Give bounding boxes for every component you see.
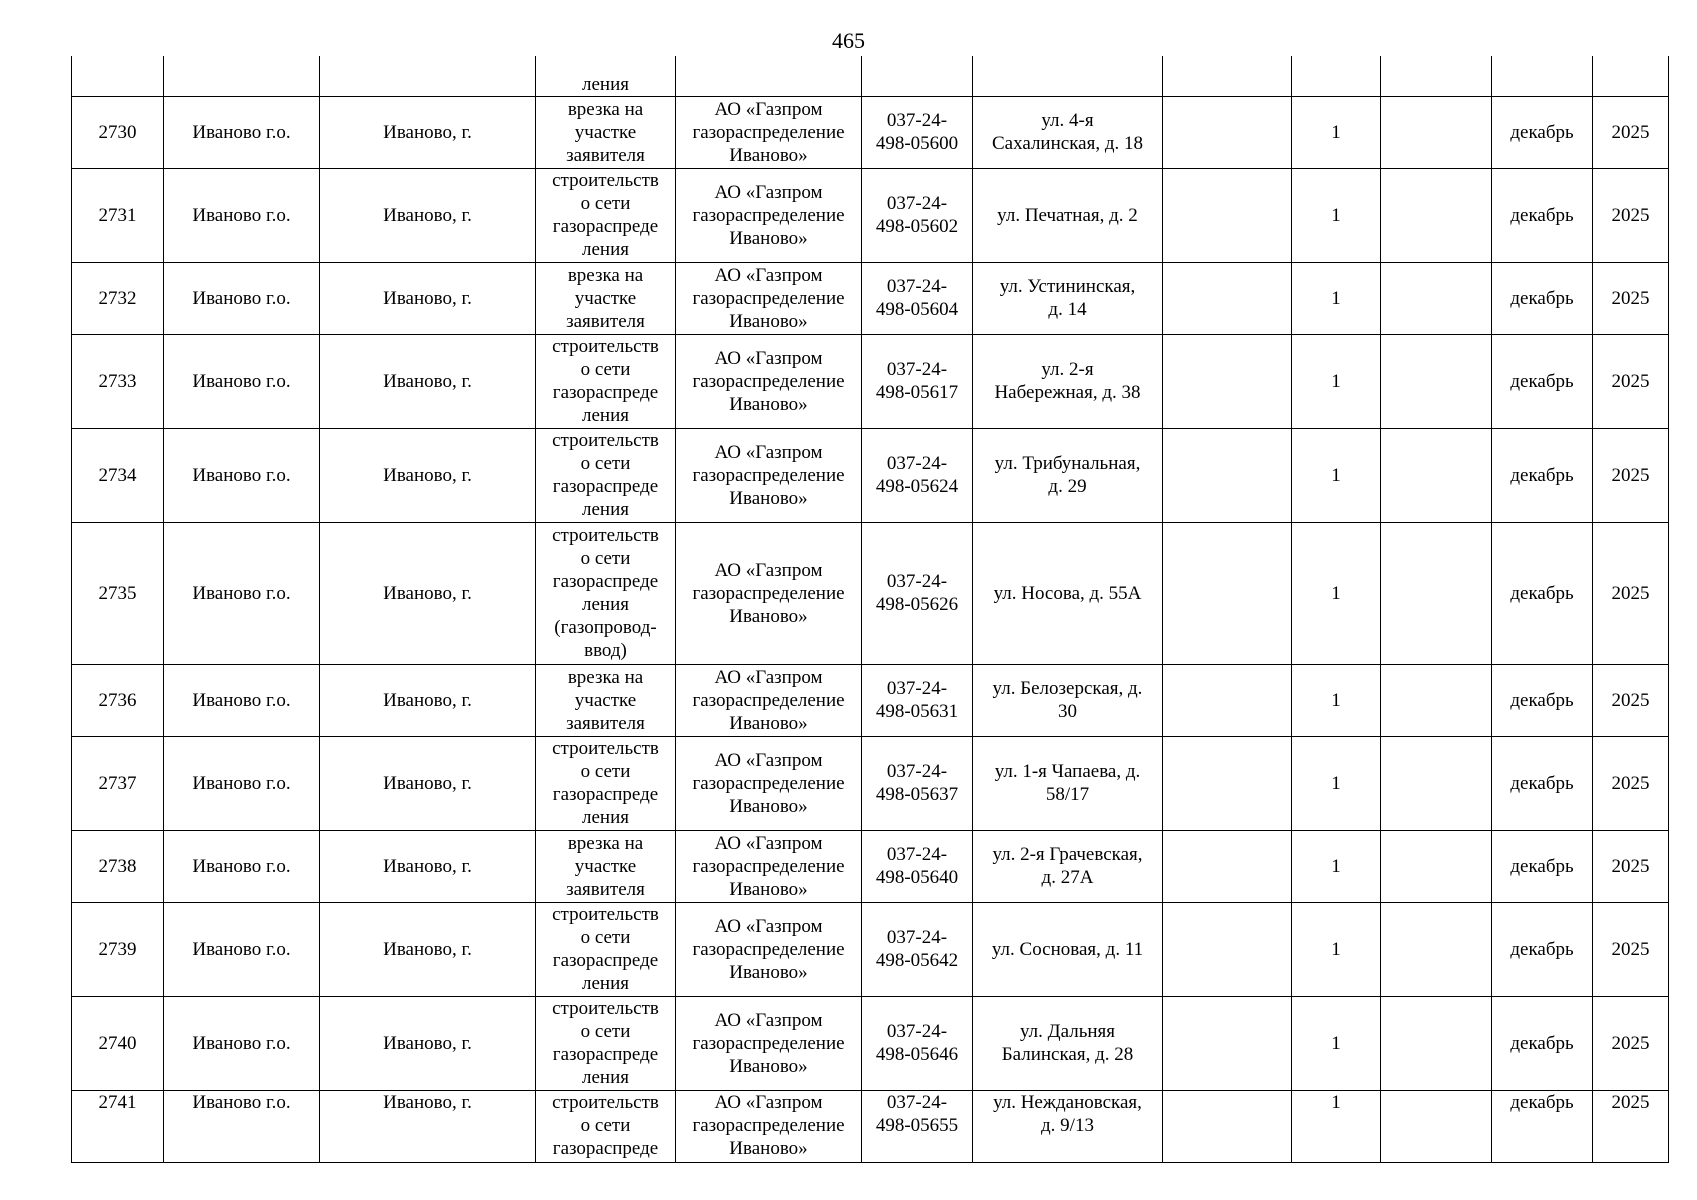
cell-col8 bbox=[1163, 996, 1292, 1090]
cell-id: 037-24- 498-05640 bbox=[862, 830, 973, 902]
cell-no bbox=[72, 56, 164, 96]
cell-col8 bbox=[1163, 56, 1292, 96]
cell-col10 bbox=[1381, 1090, 1492, 1162]
cell-address: ул. Сосновая, д. 11 bbox=[973, 902, 1163, 996]
cell-organization: АО «Газпром газораспределение Иваново» bbox=[676, 96, 862, 168]
cell-col10 bbox=[1381, 96, 1492, 168]
cell-col8 bbox=[1163, 168, 1292, 262]
cell-organization: АО «Газпром газораспределение Иваново» bbox=[676, 1090, 862, 1162]
cell-quantity: 1 bbox=[1292, 1090, 1381, 1162]
cell-work-type: строительств о сети газораспреде bbox=[536, 1090, 676, 1162]
cell-work-type: врезка на участке заявителя bbox=[536, 262, 676, 334]
cell-id: 037-24- 498-05642 bbox=[862, 902, 973, 996]
cell-col10 bbox=[1381, 522, 1492, 664]
cell-month: декабрь bbox=[1492, 830, 1593, 902]
table-row bbox=[72, 830, 1669, 902]
cell-col8 bbox=[1163, 1090, 1292, 1162]
cell-col10 bbox=[1381, 262, 1492, 334]
cell-month: декабрь bbox=[1492, 996, 1593, 1090]
cell-address: ул. Трибунальная, д. 29 bbox=[973, 428, 1163, 522]
cell-col10 bbox=[1381, 902, 1492, 996]
table-row bbox=[72, 664, 1669, 736]
cell-address: ул. Печатная, д. 2 bbox=[973, 168, 1163, 262]
cell-id: 037-24- 498-05617 bbox=[862, 334, 973, 428]
cell-organization: АО «Газпром газораспределение Иваново» bbox=[676, 522, 862, 664]
cell-no: 2732 bbox=[72, 262, 164, 334]
cell-settlement: Иваново, г. bbox=[320, 428, 536, 522]
cell-settlement: Иваново, г. bbox=[320, 262, 536, 334]
cell-col8 bbox=[1163, 262, 1292, 334]
cell-quantity: 1 bbox=[1292, 736, 1381, 830]
cell-settlement: Иваново, г. bbox=[320, 902, 536, 996]
table-row bbox=[72, 1090, 1669, 1162]
cell-district bbox=[164, 56, 320, 96]
cell-organization: АО «Газпром газораспределение Иваново» bbox=[676, 334, 862, 428]
cell-district: Иваново г.о. bbox=[164, 1090, 320, 1162]
cell-year: 2025 bbox=[1593, 1090, 1669, 1162]
cell-address: ул. 2-я Грачевская, д. 27А bbox=[973, 830, 1163, 902]
cell-year: 2025 bbox=[1593, 334, 1669, 428]
cell-col10 bbox=[1381, 736, 1492, 830]
cell-work-type: строительств о сети газораспреде ления (газопровод- ввод) bbox=[536, 522, 676, 664]
cell-col10 bbox=[1381, 996, 1492, 1090]
cell-settlement: Иваново, г. bbox=[320, 168, 536, 262]
cell-district: Иваново г.о. bbox=[164, 334, 320, 428]
cell-settlement: Иваново, г. bbox=[320, 664, 536, 736]
cell-quantity: 1 bbox=[1292, 902, 1381, 996]
cell-col10 bbox=[1381, 664, 1492, 736]
cell-col8 bbox=[1163, 96, 1292, 168]
cell-month: декабрь bbox=[1492, 522, 1593, 664]
cell-quantity: 1 bbox=[1292, 996, 1381, 1090]
cell-settlement: Иваново, г. bbox=[320, 96, 536, 168]
cell-col8 bbox=[1163, 522, 1292, 664]
cell-col8 bbox=[1163, 736, 1292, 830]
table-row bbox=[72, 522, 1669, 664]
cell-year: 2025 bbox=[1593, 736, 1669, 830]
cell-month: декабрь bbox=[1492, 334, 1593, 428]
cell-id: 037-24- 498-05655 bbox=[862, 1090, 973, 1162]
cell-work-type: строительств о сети газораспреде ления bbox=[536, 334, 676, 428]
cell-no: 2738 bbox=[72, 830, 164, 902]
cell-work-type: строительств о сети газораспреде ления bbox=[536, 902, 676, 996]
cell-year: 2025 bbox=[1593, 428, 1669, 522]
cell-id: 037-24- 498-05646 bbox=[862, 996, 973, 1090]
cell-district: Иваново г.о. bbox=[164, 168, 320, 262]
cell-district: Иваново г.о. bbox=[164, 664, 320, 736]
table-row bbox=[72, 168, 1669, 262]
cell-col8 bbox=[1163, 428, 1292, 522]
cell-district: Иваново г.о. bbox=[164, 830, 320, 902]
cell-address: ул. 4-я Сахалинская, д. 18 bbox=[973, 96, 1163, 168]
table-row-fragment bbox=[72, 56, 1669, 96]
cell-year: 2025 bbox=[1593, 522, 1669, 664]
cell-quantity: 1 bbox=[1292, 96, 1381, 168]
cell-organization: АО «Газпром газораспределение Иваново» bbox=[676, 830, 862, 902]
cell-year bbox=[1593, 56, 1669, 96]
cell-organization: АО «Газпром газораспределение Иваново» bbox=[676, 902, 862, 996]
cell-work-type: строительств о сети газораспреде ления bbox=[536, 428, 676, 522]
cell-no: 2731 bbox=[72, 168, 164, 262]
cell-id: 037-24- 498-05602 bbox=[862, 168, 973, 262]
cell-no: 2734 bbox=[72, 428, 164, 522]
cell-organization: АО «Газпром газораспределение Иваново» bbox=[676, 428, 862, 522]
cell-no: 2736 bbox=[72, 664, 164, 736]
cell-id: 037-24- 498-05600 bbox=[862, 96, 973, 168]
cell-district: Иваново г.о. bbox=[164, 262, 320, 334]
cell-settlement: Иваново, г. bbox=[320, 1090, 536, 1162]
cell-organization: АО «Газпром газораспределение Иваново» bbox=[676, 262, 862, 334]
cell-quantity: 1 bbox=[1292, 168, 1381, 262]
cell-month: декабрь bbox=[1492, 96, 1593, 168]
cell-id bbox=[862, 56, 973, 96]
cell-year: 2025 bbox=[1593, 262, 1669, 334]
cell-quantity: 1 bbox=[1292, 830, 1381, 902]
cell-year: 2025 bbox=[1593, 830, 1669, 902]
cell-district: Иваново г.о. bbox=[164, 428, 320, 522]
cell-col10 bbox=[1381, 56, 1492, 96]
page-number: 465 bbox=[832, 28, 865, 53]
cell-month bbox=[1492, 56, 1593, 96]
cell-organization: АО «Газпром газораспределение Иваново» bbox=[676, 664, 862, 736]
cell-id: 037-24- 498-05637 bbox=[862, 736, 973, 830]
cell-col10 bbox=[1381, 830, 1492, 902]
table-row bbox=[72, 334, 1669, 428]
cell-address: ул. 2-я Набережная, д. 38 bbox=[973, 334, 1163, 428]
cell-settlement: Иваново, г. bbox=[320, 996, 536, 1090]
cell-district: Иваново г.о. bbox=[164, 736, 320, 830]
cell-month: декабрь bbox=[1492, 428, 1593, 522]
cell-organization: АО «Газпром газораспределение Иваново» bbox=[676, 168, 862, 262]
cell-id: 037-24- 498-05604 bbox=[862, 262, 973, 334]
cell-district: Иваново г.о. bbox=[164, 996, 320, 1090]
cell-settlement: Иваново, г. bbox=[320, 522, 536, 664]
cell-organization: АО «Газпром газораспределение Иваново» bbox=[676, 736, 862, 830]
cell-no: 2730 bbox=[72, 96, 164, 168]
cell-quantity: 1 bbox=[1292, 262, 1381, 334]
cell-no: 2741 bbox=[72, 1090, 164, 1162]
cell-col10 bbox=[1381, 334, 1492, 428]
table-body bbox=[72, 56, 1669, 1162]
cell-year: 2025 bbox=[1593, 996, 1669, 1090]
cell-no: 2733 bbox=[72, 334, 164, 428]
cell-work-type: врезка на участке заявителя bbox=[536, 96, 676, 168]
cell-settlement: Иваново, г. bbox=[320, 830, 536, 902]
cell-month: декабрь bbox=[1492, 902, 1593, 996]
cell-quantity: 1 bbox=[1292, 522, 1381, 664]
cell-address: ул. Дальняя Балинская, д. 28 bbox=[973, 996, 1163, 1090]
cell-organization bbox=[676, 56, 862, 96]
cell-month: декабрь bbox=[1492, 664, 1593, 736]
data-table bbox=[71, 56, 1669, 1163]
cell-no: 2735 bbox=[72, 522, 164, 664]
cell-year: 2025 bbox=[1593, 96, 1669, 168]
cell-col8 bbox=[1163, 334, 1292, 428]
cell-id: 037-24- 498-05631 bbox=[862, 664, 973, 736]
cell-year: 2025 bbox=[1593, 168, 1669, 262]
cell-no: 2737 bbox=[72, 736, 164, 830]
cell-id: 037-24- 498-05624 bbox=[862, 428, 973, 522]
cell-col8 bbox=[1163, 664, 1292, 736]
cell-work-type: строительств о сети газораспреде ления bbox=[536, 168, 676, 262]
cell-col10 bbox=[1381, 428, 1492, 522]
cell-address: ул. Белозерская, д. 30 bbox=[973, 664, 1163, 736]
cell-id: 037-24- 498-05626 bbox=[862, 522, 973, 664]
cell-month: декабрь bbox=[1492, 1090, 1593, 1162]
cell-work-type: строительств о сети газораспреде ления bbox=[536, 996, 676, 1090]
table-row bbox=[72, 262, 1669, 334]
cell-quantity: 1 bbox=[1292, 428, 1381, 522]
cell-work-type: ления bbox=[536, 56, 676, 96]
cell-month: декабрь bbox=[1492, 262, 1593, 334]
cell-year: 2025 bbox=[1593, 664, 1669, 736]
table-row bbox=[72, 996, 1669, 1090]
cell-work-type: врезка на участке заявителя bbox=[536, 664, 676, 736]
cell-quantity: 1 bbox=[1292, 664, 1381, 736]
cell-no: 2740 bbox=[72, 996, 164, 1090]
cell-month: декабрь bbox=[1492, 736, 1593, 830]
cell-col10 bbox=[1381, 168, 1492, 262]
cell-work-type: врезка на участке заявителя bbox=[536, 830, 676, 902]
cell-address: ул. 1-я Чапаева, д. 58/17 bbox=[973, 736, 1163, 830]
table-row bbox=[72, 736, 1669, 830]
cell-month: декабрь bbox=[1492, 168, 1593, 262]
cell-settlement bbox=[320, 56, 536, 96]
cell-col8 bbox=[1163, 902, 1292, 996]
cell-quantity: 1 bbox=[1292, 334, 1381, 428]
cell-district: Иваново г.о. bbox=[164, 522, 320, 664]
cell-col8 bbox=[1163, 830, 1292, 902]
cell-year: 2025 bbox=[1593, 902, 1669, 996]
cell-no: 2739 bbox=[72, 902, 164, 996]
cell-work-type: строительств о сети газораспреде ления bbox=[536, 736, 676, 830]
cell-district: Иваново г.о. bbox=[164, 902, 320, 996]
cell-address: ул. Устининская, д. 14 bbox=[973, 262, 1163, 334]
table-row bbox=[72, 96, 1669, 168]
cell-settlement: Иваново, г. bbox=[320, 736, 536, 830]
cell-settlement: Иваново, г. bbox=[320, 334, 536, 428]
table-row bbox=[72, 902, 1669, 996]
cell-address: ул. Неждановская, д. 9/13 bbox=[973, 1090, 1163, 1162]
cell-address bbox=[973, 56, 1163, 96]
cell-organization: АО «Газпром газораспределение Иваново» bbox=[676, 996, 862, 1090]
table-row bbox=[72, 428, 1669, 522]
cell-address: ул. Носова, д. 55А bbox=[973, 522, 1163, 664]
cell-quantity bbox=[1292, 56, 1381, 96]
cell-district: Иваново г.о. bbox=[164, 96, 320, 168]
